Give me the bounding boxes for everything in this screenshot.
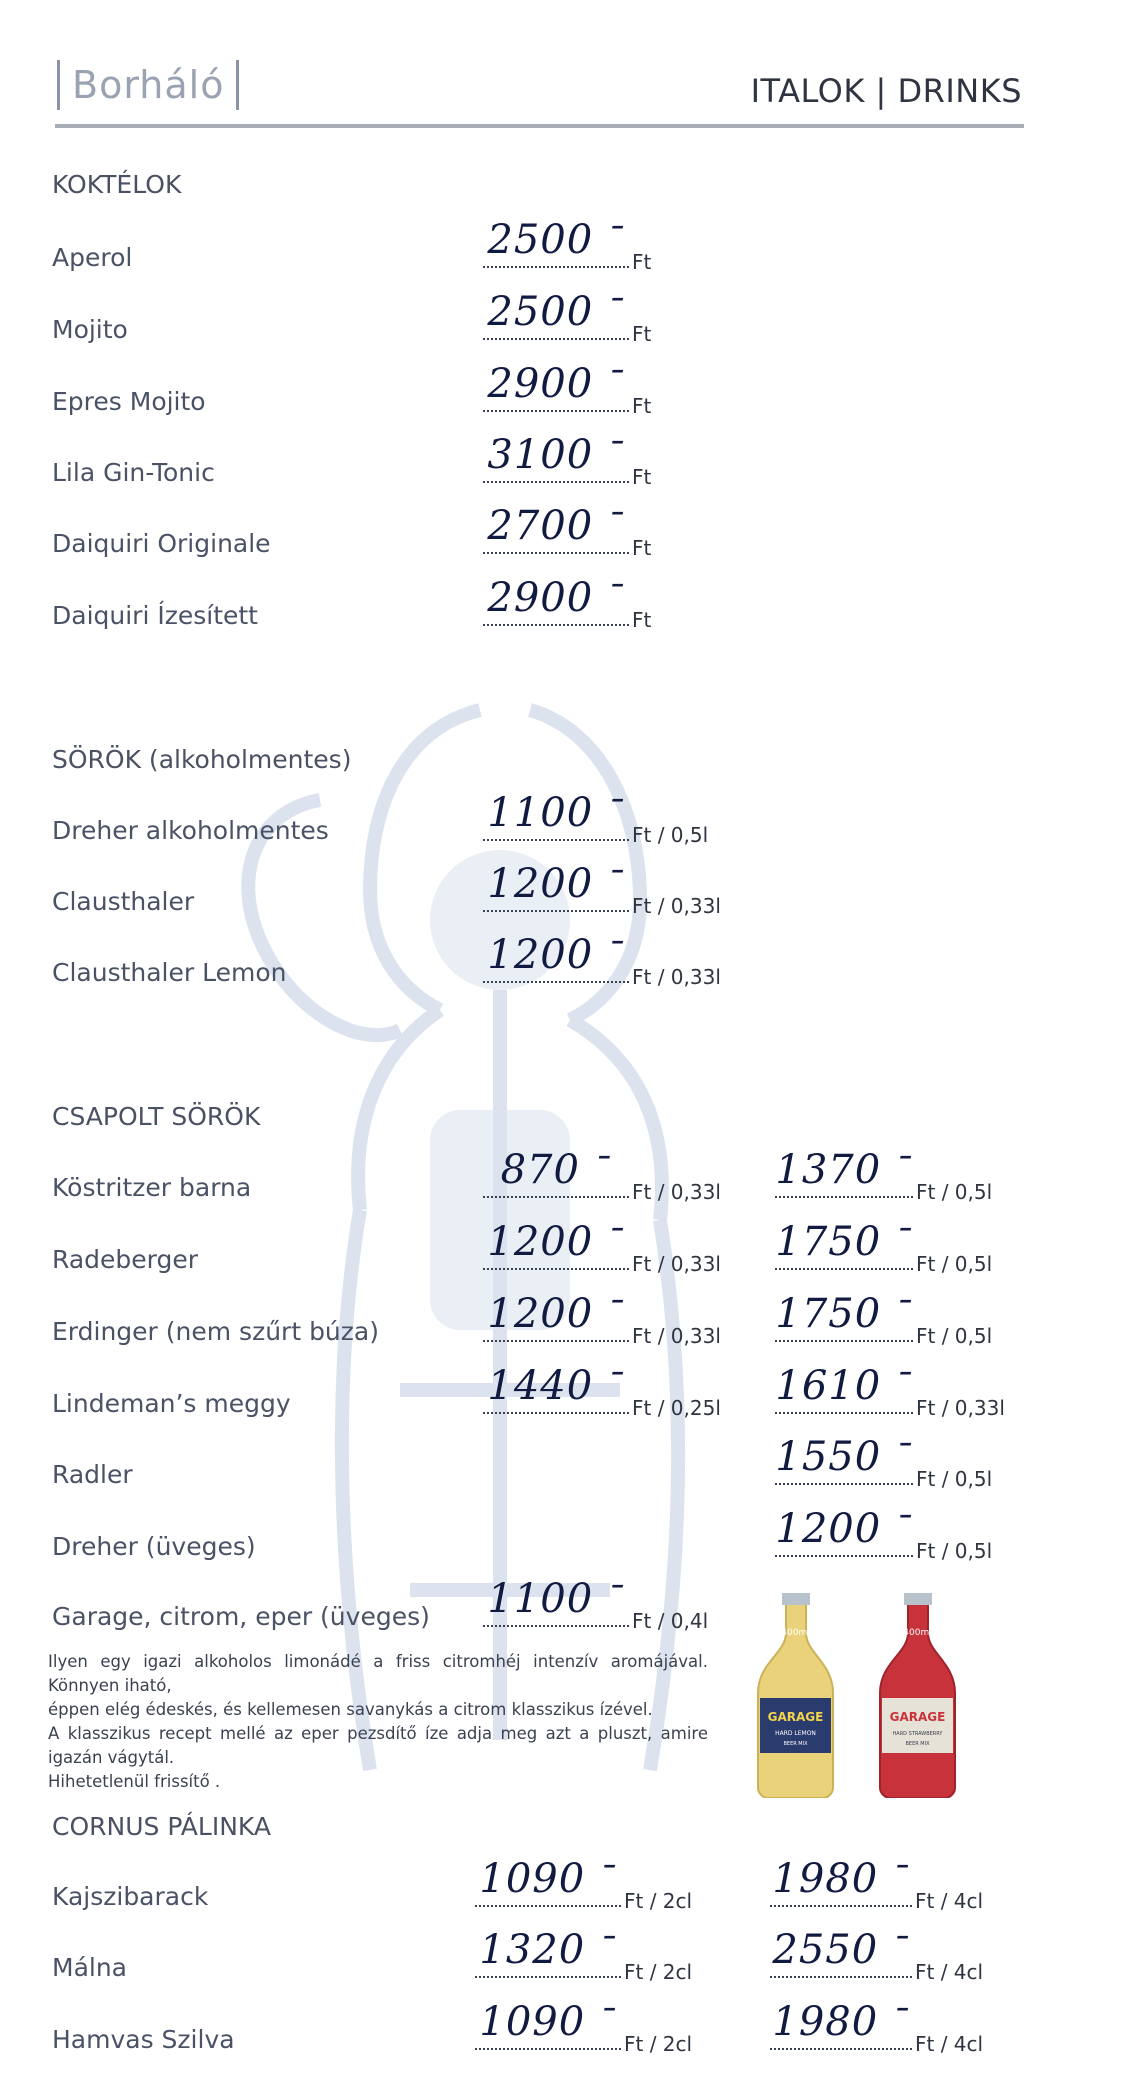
menu-item-price: 3100 ¯: [483, 437, 629, 483]
menu-item-name: Daiquiri Ízesített: [52, 601, 258, 630]
menu-item-name: Erdinger (nem szűrt búza): [52, 1317, 379, 1346]
bottle-brand-label: GARAGE: [889, 1710, 946, 1724]
header-divider: [55, 124, 1024, 128]
menu-item-price: 1440 ¯: [483, 1368, 629, 1414]
menu-item-unit: Ft / 2cl: [624, 1960, 693, 1984]
bottle-flavor-label: HARD LEMON: [775, 1730, 816, 1737]
menu-item-unit: Ft: [632, 322, 652, 346]
menu-item-price: 1200 ¯: [483, 866, 629, 912]
menu-item-price: 1090 ¯: [475, 1861, 621, 1907]
menu-item-price-large: 1370 ¯: [775, 1152, 913, 1198]
garage-description: [48, 1650, 708, 1794]
menu-item-unit-large: Ft / 0,33l: [916, 1396, 1005, 1420]
bottle-volume-label: 400ml: [903, 1628, 932, 1638]
menu-item-price: 1100 ¯: [483, 1581, 629, 1627]
menu-item-price-large: 1550 ¯: [775, 1439, 913, 1485]
menu-item-unit: Ft: [632, 608, 652, 632]
menu-item-price: 2900 ¯: [483, 366, 629, 412]
menu-item-unit-large: Ft / 4cl: [915, 1960, 984, 1984]
menu-item-price: 2500 ¯: [483, 294, 629, 340]
menu-item-unit: Ft: [632, 465, 652, 489]
menu-item-unit-large: Ft / 4cl: [915, 2032, 984, 2056]
description-line: Ilyen egy igazi alkoholos limonádé a friss citromhéj intenzív aromájával. Könnyen iható,: [48, 1652, 708, 1695]
menu-item-price-large: 1610 ¯: [775, 1368, 913, 1414]
menu-item-unit-large: Ft / 0,5l: [916, 1180, 993, 1204]
bottle-brand-label: GARAGE: [767, 1710, 824, 1724]
menu-item-name: Lindeman’s meggy: [52, 1389, 291, 1418]
menu-item-name: Dreher alkoholmentes: [52, 816, 329, 845]
menu-item-name: Clausthaler Lemon: [52, 958, 287, 987]
menu-item-price-large: 1980 ¯: [770, 2004, 912, 2050]
section-title-csapolt-sorok: CSAPOLT SÖRÖK: [52, 1102, 261, 1131]
menu-item-name: Mojito: [52, 315, 128, 344]
menu-item-unit-large: Ft / 0,5l: [916, 1252, 993, 1276]
menu-item-unit: Ft: [632, 536, 652, 560]
menu-item-unit: Ft / 0,25l: [632, 1396, 721, 1420]
menu-item-name: Radeberger: [52, 1245, 199, 1274]
menu-item-unit-large: Ft / 0,5l: [916, 1324, 993, 1348]
section-title-cornus-palinka: CORNUS PÁLINKA: [52, 1812, 271, 1841]
menu-item-name: Málna: [52, 1953, 127, 1982]
description-line: Hihetetlenül frissítő .: [48, 1772, 221, 1791]
menu-item-price-large: 1200 ¯: [775, 1511, 913, 1557]
menu-item-unit: Ft / 0,33l: [632, 1252, 721, 1276]
page-title: ITALOK | DRINKS: [750, 72, 1022, 110]
menu-item-name: Kajszibarack: [52, 1882, 209, 1911]
menu-item-unit: Ft / 0,33l: [632, 965, 721, 989]
menu-item-price: 1090 ¯: [475, 2004, 621, 2050]
section-title-koktelok: KOKTÉLOK: [52, 170, 182, 199]
bottle-volume-label: 400ml: [781, 1628, 810, 1638]
menu-item-price: 1200 ¯: [483, 1296, 629, 1342]
menu-item-name: Köstritzer barna: [52, 1173, 252, 1202]
menu-item-price-large: 1980 ¯: [770, 1861, 912, 1907]
menu-item-unit: Ft / 2cl: [624, 2032, 693, 2056]
bottle-sub-label: BEER MIX: [783, 1741, 808, 1747]
garage-strawberry-bottle-icon: [870, 1593, 965, 1798]
menu-item-price-large: 1750 ¯: [775, 1296, 913, 1342]
description-line: éppen elég édeskés, és kellemesen savanykás a citrom klasszikus ízével.: [48, 1700, 653, 1719]
menu-item-price: 2700 ¯: [483, 508, 629, 554]
bottle-flavor-label: HARD STRAWBERRY: [892, 1731, 943, 1737]
menu-item-price: 1100 ¯: [483, 795, 629, 841]
menu-item-price: 2900 ¯: [483, 580, 629, 626]
menu-item-unit: Ft: [632, 394, 652, 418]
menu-item-name: Garage, citrom, eper (üveges): [52, 1602, 430, 1631]
menu-item-unit: Ft / 0,4l: [632, 1609, 709, 1633]
menu-item-unit-large: Ft / 0,5l: [916, 1467, 993, 1491]
menu-item-name: Dreher (üveges): [52, 1532, 256, 1561]
menu-item-price: 1320 ¯: [475, 1932, 621, 1978]
menu-item-unit: Ft / 2cl: [624, 1889, 693, 1913]
menu-item-name: Epres Mojito: [52, 387, 206, 416]
description-line: A klasszikus recept mellé az eper pezsdítő íze adja meg azt a pluszt, amire igazán vágytál.: [48, 1724, 708, 1767]
menu-item-price: 2500 ¯: [483, 222, 629, 268]
menu-item-price-large: 2550 ¯: [770, 1932, 912, 1978]
menu-item-unit-large: Ft / 0,5l: [916, 1539, 993, 1563]
menu-item-price: 1200 ¯: [483, 1224, 629, 1270]
bottle-sub-label: BEER MIX: [905, 1741, 930, 1747]
menu-item-name: Radler: [52, 1460, 133, 1489]
garage-lemon-bottle-icon: [748, 1593, 843, 1798]
menu-item-unit: Ft / 0,33l: [632, 894, 721, 918]
menu-item-unit: Ft / 0,33l: [632, 1324, 721, 1348]
menu-item-price: 870 ¯: [483, 1152, 629, 1198]
menu-item-unit: Ft / 0,33l: [632, 1180, 721, 1204]
menu-item-name: Aperol: [52, 243, 133, 272]
menu-item-name: Daiquiri Originale: [52, 529, 271, 558]
menu-item-name: Hamvas Szilva: [52, 2025, 235, 2054]
borhalo-logo: Borháló: [57, 60, 239, 110]
menu-item-name: Clausthaler: [52, 887, 195, 916]
menu-item-unit: Ft / 0,5l: [632, 823, 709, 847]
menu-item-unit: Ft: [632, 250, 652, 274]
menu-item-price-large: 1750 ¯: [775, 1224, 913, 1270]
section-title-sorok-alkoholmentes: SÖRÖK (alkoholmentes): [52, 745, 352, 774]
menu-item-name: Lila Gin-Tonic: [52, 458, 215, 487]
menu-item-price: 1200 ¯: [483, 937, 629, 983]
menu-item-unit-large: Ft / 4cl: [915, 1889, 984, 1913]
